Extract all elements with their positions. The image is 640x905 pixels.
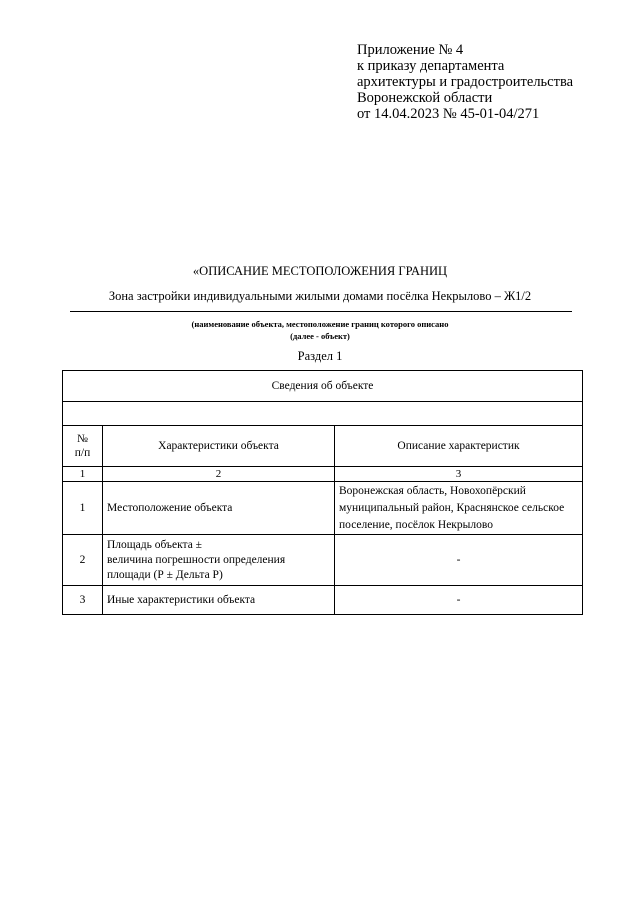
row-characteristic-line: Площадь объекта ± bbox=[107, 538, 202, 551]
col-header-description: Описание характеристик bbox=[335, 426, 583, 467]
object-name-underline bbox=[70, 311, 572, 312]
object-name-caption bbox=[0, 318, 640, 342]
section-title: Раздел 1 bbox=[297, 349, 343, 363]
row-num: 3 bbox=[63, 586, 103, 615]
row-characteristic-line: площади (Р ± Дельта Р) bbox=[107, 568, 223, 581]
table-blank-cell bbox=[63, 402, 583, 426]
row-description: Воронежская область, Новохопёрский муниципальный район, Краснянское сельское поселение, посёлок Некрылово bbox=[335, 482, 583, 535]
document-title: «ОПИСАНИЕ МЕСТОПОЛОЖЕНИЯ ГРАНИЦ bbox=[192, 264, 448, 278]
appendix-line: к приказу департамента bbox=[357, 58, 505, 74]
row-characteristic: Местоположение объекта bbox=[103, 482, 335, 535]
table-column-number-row bbox=[63, 467, 583, 482]
caption-line: (далее - объект) bbox=[290, 331, 350, 341]
col-header-characteristics: Характеристики объекта bbox=[103, 426, 335, 467]
object-info-table bbox=[62, 370, 583, 615]
col-header-num bbox=[63, 426, 103, 467]
row-characteristic: Иные характеристики объекта bbox=[103, 586, 335, 615]
appendix-header bbox=[357, 42, 573, 122]
table-column-header-row bbox=[63, 426, 583, 467]
appendix-line: архитектуры и градостроительства bbox=[357, 74, 574, 90]
col-number: 1 bbox=[63, 467, 103, 482]
table-heading-row bbox=[63, 371, 583, 402]
col-number: 2 bbox=[103, 467, 335, 482]
caption-line: (наименование объекта, местоположение границ которого описано bbox=[191, 319, 449, 329]
table-row bbox=[63, 586, 583, 615]
row-characteristic bbox=[103, 535, 335, 586]
appendix-line: Воронежской области bbox=[357, 90, 493, 106]
row-num: 2 bbox=[63, 535, 103, 586]
col-header-num-line: № bbox=[77, 433, 88, 445]
row-description: - bbox=[335, 535, 583, 586]
row-num: 1 bbox=[63, 482, 103, 535]
table-row bbox=[63, 535, 583, 586]
object-name: Зона застройки индивидуальными жилыми домами посёлка Некрылово – Ж1/2 bbox=[108, 289, 532, 303]
table-heading: Сведения об объекте bbox=[63, 371, 583, 402]
appendix-line: Приложение № 4 bbox=[357, 42, 464, 58]
col-number: 3 bbox=[335, 467, 583, 482]
appendix-line: от 14.04.2023 № 45-01-04/271 bbox=[357, 106, 540, 122]
row-description: - bbox=[335, 586, 583, 615]
table-row bbox=[63, 482, 583, 535]
row-characteristic-line: величина погрешности определения bbox=[107, 553, 286, 566]
table-blank-row bbox=[63, 402, 583, 426]
col-header-num-line: п/п bbox=[74, 447, 91, 459]
